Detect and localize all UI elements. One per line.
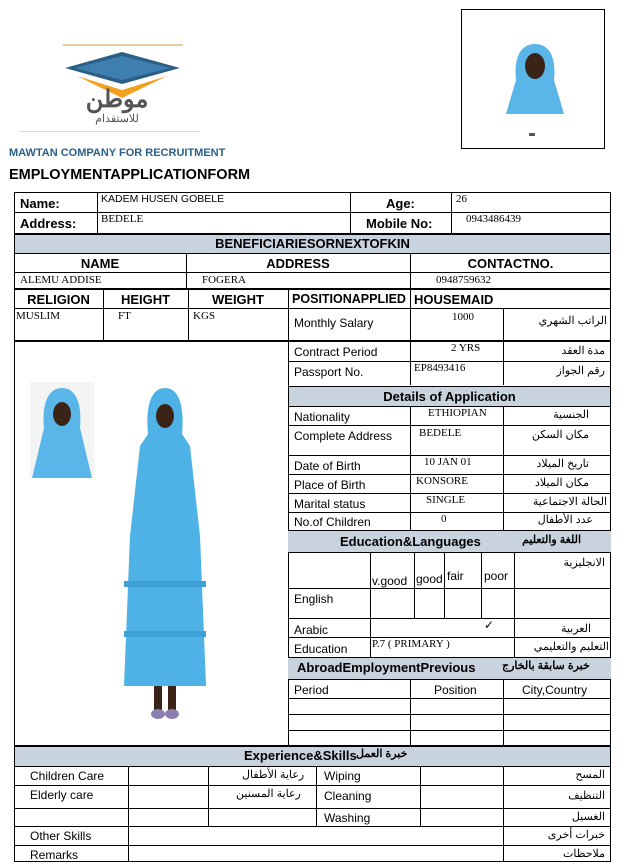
other-skills-ar: خبرات أخرى (547, 829, 605, 841)
dob-value: 10 JAN 01 (424, 456, 472, 468)
applicant-address: BEDELE (101, 213, 144, 225)
english-ar: الانجليزية (563, 557, 605, 569)
complete-address-label: Complete Address (294, 429, 393, 443)
experience-header: Experience&Skills (244, 748, 357, 763)
marital-label: Marital status (294, 497, 366, 511)
education-header-ar: اللغة والتعليم (522, 534, 581, 546)
religion-value: MUSLIM (16, 310, 61, 322)
form-title: EMPLOYMENTAPPLICATIONFORM (9, 167, 251, 183)
other-skills-label: Other Skills (30, 829, 92, 843)
nationality-ar: الجنسية (553, 409, 589, 421)
cleaning-ar: التنظيف (568, 790, 605, 802)
pob-ar: مكان الميلاد (534, 477, 589, 489)
company-name: MAWTAN COMPANY FOR RECRUITMENT (9, 147, 226, 159)
salary-ar: الراتب الشهري (538, 315, 607, 327)
period-label: Contract Period (294, 345, 378, 359)
children-ar: عدد الأطفال (537, 514, 593, 526)
abroad-position: Position (434, 683, 477, 697)
washing-ar: الغسيل (571, 811, 605, 823)
weight-label: WEIGHT (212, 292, 264, 307)
vgood-col: v.good (372, 574, 408, 588)
salary-label: Monthly Salary (294, 316, 374, 330)
beneficiary-col-name: NAME (80, 256, 120, 271)
wiping-label: Wiping (324, 769, 361, 783)
cleaning-label: Cleaning (324, 789, 372, 803)
height-value: FT (118, 310, 131, 322)
religion-label: RELIGION (27, 292, 90, 307)
experience-header-ar: خبرة العمل (356, 748, 408, 760)
education-ar: التعليم والتعليمي (533, 641, 609, 653)
education-label: Education (294, 642, 348, 656)
position-value: HOUSEMAID (414, 292, 494, 307)
name-label: Name: (20, 196, 60, 211)
passport-label: Passport No. (294, 365, 364, 379)
abroad-period: Period (294, 683, 329, 697)
beneficiary-header: BENEFICIARIESORNEXTOFKIN (215, 236, 410, 251)
nationality-value: ETHIOPIAN (428, 407, 487, 419)
applicant-name: KADEM HUSEN GOBELE (101, 193, 225, 205)
pob-value: KONSORE (416, 475, 468, 487)
marital-ar: الحالة الاجتماعية (532, 496, 607, 508)
beneficiary-col-contact: CONTACTNO. (467, 256, 554, 271)
salary-value: 1000 (452, 311, 474, 323)
period-ar: مدة العقد (561, 345, 605, 357)
applicant-age: 26 (456, 193, 467, 205)
english-label: English (294, 592, 334, 606)
education-value: P.7 ( PRIMARY ) (372, 638, 450, 650)
children-label: No.of Children (294, 515, 371, 529)
good-col: good (416, 572, 443, 586)
children-care-label: Children Care (30, 769, 105, 783)
arabic-check: ✓ (484, 618, 495, 632)
wiping-ar: المسح (575, 769, 605, 781)
poor-col: poor (484, 569, 509, 583)
passport-value: EP8493416 (414, 362, 466, 374)
beneficiary-address: FOGERA (202, 274, 247, 286)
dob-label: Date of Birth (294, 459, 361, 473)
complete-address-ar: مكان السكن (531, 429, 589, 441)
height-label: HEIGHT (120, 292, 171, 307)
applicant-mobile: 0943486439 (466, 213, 521, 225)
nationality-label: Nationality (294, 410, 351, 424)
marital-value: SINGLE (426, 494, 466, 506)
pob-label: Place of Birth (294, 478, 366, 492)
arabic-ar: العربية (560, 623, 591, 635)
arabic-label: Arabic (294, 623, 329, 637)
details-header: Details of Application (383, 389, 516, 404)
company-sub-ar: للاستقدام (95, 113, 139, 125)
complete-address-value: BEDELE (419, 427, 462, 439)
passport-ar: رقم الجواز (556, 365, 605, 377)
washing-label: Washing (324, 811, 371, 825)
position-label: POSITIONAPPLIED (292, 292, 406, 306)
small-photo (30, 382, 94, 478)
abroad-header: AbroadEmploymentPrevious (297, 660, 476, 675)
elderly-care-ar: رعاية المسنين (236, 788, 301, 800)
beneficiary-contact: 0948759632 (436, 274, 491, 286)
full-body-photo (110, 386, 220, 731)
age-label: Age: (386, 196, 415, 211)
elderly-care-label: Elderly care (30, 788, 94, 802)
beneficiary-col-address: ADDRESS (266, 256, 330, 271)
abroad-header-ar: خبرة سابقة بالخارج (502, 660, 590, 672)
abroad-city: City,Country (522, 683, 588, 697)
remarks-label: Remarks (30, 848, 79, 862)
mobile-label: Mobile No: (366, 216, 433, 231)
period-value: 2 YRS (451, 342, 481, 354)
beneficiary-name: ALEMU ADDISE (20, 274, 102, 286)
children-value: 0 (441, 513, 447, 525)
fair-col: fair (447, 569, 464, 583)
address-label: Address: (20, 216, 77, 231)
remarks-ar: ملاحظات (563, 848, 605, 860)
passport-photo (500, 42, 570, 114)
weight-value: KGS (193, 310, 216, 322)
children-care-ar: رعاية الأطفال (242, 769, 305, 781)
company-name-ar: موطن (85, 86, 149, 113)
dob-ar: تاريخ الميلاد (536, 458, 589, 470)
education-header: Education&Languages (340, 534, 481, 549)
